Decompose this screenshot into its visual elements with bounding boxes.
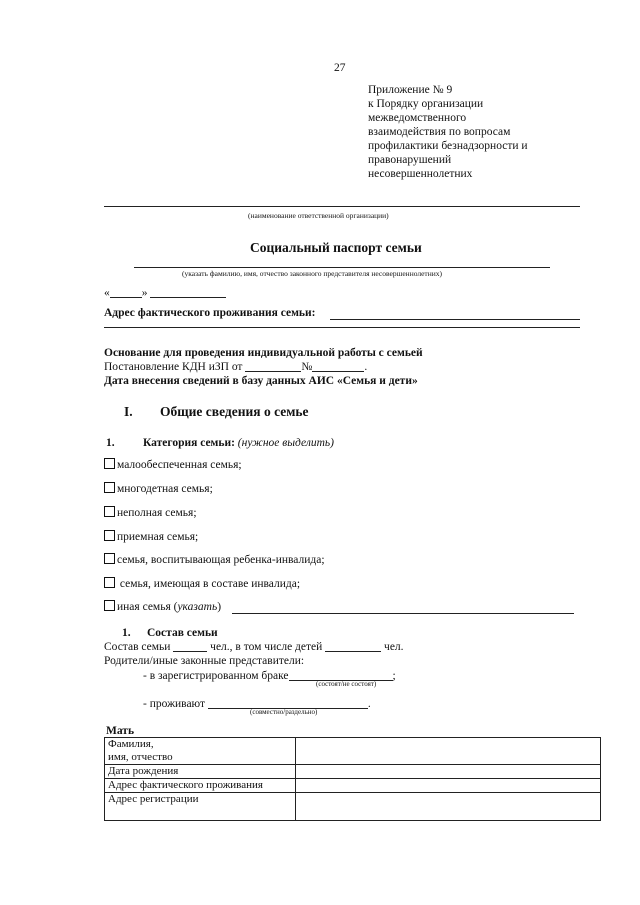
value-cell[interactable]	[296, 738, 601, 765]
appendix-line: взаимодействия по вопросам	[368, 126, 511, 138]
appendix-line: несовершеннолетних	[368, 168, 473, 180]
checkbox[interactable]	[104, 482, 115, 493]
day-blank	[110, 286, 142, 298]
category-heading	[143, 436, 334, 450]
row-label-line: Фамилия,	[108, 738, 154, 750]
living-end: .	[367, 698, 371, 710]
org-caption: (наименование ответственной организации)	[248, 211, 389, 220]
category-option-other	[104, 600, 221, 614]
other-prefix: иная семья (	[117, 601, 178, 613]
category-option-label: неполная семья;	[117, 507, 197, 519]
composition-title: Состав семьи	[147, 627, 218, 639]
table-row	[105, 779, 601, 793]
row-label	[105, 738, 296, 765]
checkbox[interactable]	[104, 600, 115, 611]
mother-table	[104, 737, 601, 821]
category-option	[104, 577, 300, 591]
document-title: Социальный паспорт семьи	[250, 240, 422, 255]
category-hint: (нужное выделить)	[237, 437, 334, 449]
living-prefix: - проживают	[143, 698, 206, 710]
checkbox[interactable]	[104, 458, 115, 469]
resolution-prefix: Постановление КДН иЗП от	[104, 361, 243, 373]
category-option	[104, 530, 198, 544]
row-label: Адрес регистрации	[105, 793, 296, 821]
address-label: Адрес фактического проживания семьи:	[104, 307, 316, 319]
composition-prefix: Состав семьи	[104, 641, 171, 653]
quote-open: «	[104, 287, 110, 299]
appendix-block	[368, 83, 528, 181]
category-option	[104, 506, 197, 520]
marriage-end: ;	[392, 670, 396, 682]
page-number: 27	[334, 62, 346, 74]
category-label: Категория семьи:	[143, 437, 235, 449]
ais-line: Дата внесения сведений в базу данных АИС «Семья и дети»	[104, 375, 418, 387]
children-count-blank	[325, 640, 381, 652]
month-year-blank	[150, 286, 226, 298]
checkbox[interactable]	[104, 577, 115, 588]
quote-close: »	[141, 287, 148, 299]
value-cell[interactable]	[296, 779, 601, 793]
section-title: Общие сведения о семье	[160, 404, 309, 419]
category-option-label: многодетная семья;	[117, 483, 213, 495]
appendix-line: Приложение № 9	[368, 84, 453, 96]
other-blank-line	[232, 613, 574, 614]
address-blank-line-2	[104, 327, 580, 328]
category-option-label: семья, имеющая в составе инвалида;	[117, 578, 301, 590]
resolution-end: .	[364, 361, 368, 373]
other-suffix: )	[217, 601, 222, 613]
basis-heading: Основание для проведения индивидуальной работы с семьей	[104, 347, 423, 359]
row-label: Адрес фактического проживания	[105, 779, 296, 793]
checkbox[interactable]	[104, 553, 115, 564]
section-numeral: I.	[124, 404, 133, 419]
composition-end: чел.	[384, 641, 404, 653]
table-row	[105, 738, 601, 765]
resolution-number-blank	[312, 360, 364, 372]
row-label-line: имя, отчество	[108, 751, 173, 763]
category-option	[104, 482, 213, 496]
category-option	[104, 553, 325, 567]
appendix-line: к Порядку организации	[368, 98, 484, 110]
mother-heading: Мать	[106, 725, 135, 737]
resolution-line	[104, 360, 367, 374]
category-option-label: приемная семья;	[117, 531, 199, 543]
members-count-blank	[173, 640, 207, 652]
category-number: 1.	[106, 437, 115, 449]
checkbox[interactable]	[104, 530, 115, 541]
other-italic: указать	[177, 601, 218, 613]
row-label: Дата рождения	[105, 765, 296, 779]
category-option-label: малообеспеченная семья;	[117, 459, 242, 471]
parents-label: Родители/иные законные представители:	[104, 655, 305, 667]
representative-caption: (указать фамилию, имя, отчество законного представителя несовершеннолетних)	[182, 269, 442, 278]
value-cell[interactable]	[296, 793, 601, 821]
table-row	[105, 793, 601, 821]
marriage-caption: (состоят/не состоят)	[316, 680, 377, 688]
address-blank-line	[330, 319, 580, 320]
category-option	[104, 458, 242, 472]
date-field	[104, 286, 226, 300]
appendix-line: профилактики безнадзорности и	[368, 140, 528, 152]
appendix-line: межведомственного	[368, 112, 467, 124]
value-cell[interactable]	[296, 765, 601, 779]
marriage-prefix: - в зарегистрированном браке	[143, 670, 289, 682]
resolution-no: №	[301, 361, 313, 373]
composition-number: 1.	[122, 627, 131, 639]
table-row	[105, 765, 601, 779]
representative-blank-line	[134, 267, 550, 268]
category-option-label: семья, воспитывающая ребенка-инвалида;	[117, 554, 325, 566]
appendix-line: правонарушений	[368, 154, 452, 166]
checkbox[interactable]	[104, 506, 115, 517]
org-blank-line	[104, 206, 580, 207]
resolution-date-blank	[245, 360, 301, 372]
composition-line	[104, 640, 404, 654]
living-caption: (совместно/раздельно)	[250, 708, 318, 716]
composition-mid: чел., в том числе детей	[210, 641, 323, 653]
